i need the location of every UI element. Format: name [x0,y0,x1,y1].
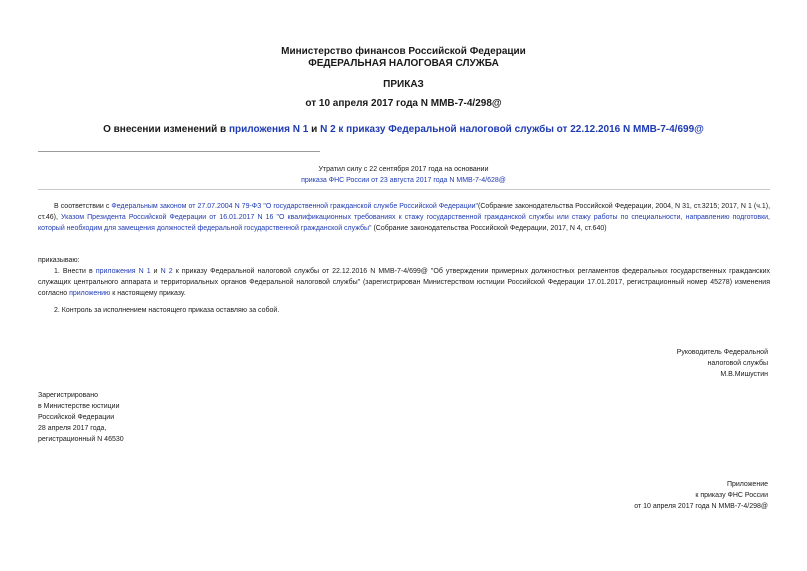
subject-prefix: О внесении изменений в [103,124,229,135]
subject-link-appendix-1[interactable]: приложения N 1 [228,124,309,135]
item-2-paragraph: 2. Контроль за исполнением настоящего приказа оставляю за собой. [54,307,280,314]
item-1-paragraph [38,266,770,299]
preamble-text-3: (Собрание законодательства Российской Федерации, 2017, N 4, ст.640) [371,225,607,232]
item1-text-1: 1. Внести в [54,268,96,275]
item1-text-4: к настоящему приказу. [110,290,186,297]
item1-link-appendix-2[interactable]: N 2 [160,268,173,275]
signature-line-3: М.В.Мишустин [720,371,768,378]
registration-block [38,390,124,445]
appendix-line-1: Приложение [726,481,768,488]
registration-line-3: Российской Федерации [38,414,115,421]
preamble-text-2: (Собрание законодательства Российской Федерации, 2004, N 31, ст.3215; 2017, N 1 (ч.1), ст.46), [38,203,771,221]
lost-force-order-link[interactable]: приказа ФНС России от 23 августа 2017 года N ММВ-7-4/628@ [301,177,506,184]
item1-link-appendix-1[interactable]: приложения N 1 [95,268,151,275]
appendix-line-2: к приказу ФНС России [695,492,768,499]
bottom-divider [38,189,770,190]
president-decree-link[interactable]: Указом Президента Российской Федерации от 16.01.2017 N 16 "О квалификационных требованиях к стажу государственной гражданской службы или стажу работы по специальности, направлению подготовки, который необходим для замещения должностей федеральной государственной гражданской службы" [38,214,770,232]
registration-line-4: 28 апреля 2017 года, [38,425,107,432]
item1-link-appendix[interactable]: приложению [69,290,111,297]
appendix-block [634,479,768,512]
top-divider [38,151,320,152]
subject-link-appendix-2[interactable]: N 2 к приказу Федеральной налоговой службы от 22.12.2016 N ММВ-7-4/699@ [320,124,704,135]
lost-force-line: Утратил силу с 22 сентября 2017 года на основании [318,166,489,173]
document-date: от 10 апреля 2017 года N ММВ-7-4/298@ [305,98,502,109]
order-word: приказываю: [38,257,80,264]
lost-force-link-line [0,175,807,186]
item1-text-3: к приказу Федеральной налоговой службы от 22.12.2016 N ММВ-7-4/699@ "Об утверждении примерных должностных регламентов федеральных государственных гражданских служащих центрального аппарата и территориальных органов Федеральной налоговой службы" (зарегистрирован Министерством юстиции Российской Федерации 17.01.2017, регистрационный номер 45278) изменения согласно [38,268,770,297]
registration-line-2: в Министерстве юстиции [38,403,120,410]
signature-block [677,347,768,380]
appendix-line-3: от 10 апреля 2017 года N ММВ-7-4/298@ [634,503,768,510]
document-subject [0,124,807,135]
service-name: ФЕДЕРАЛЬНАЯ НАЛОГОВАЯ СЛУЖБА [308,58,499,69]
registration-line-1: Зарегистрировано [38,392,98,399]
document-type: ПРИКАЗ [383,79,424,90]
subject-and: и [308,124,321,135]
signature-line-1: Руководитель Федеральной [676,349,768,356]
federal-law-link[interactable]: Федеральным законом от 27.07.2004 N 79-ФЗ "О государственной гражданской службе Российской Федерации" [111,203,479,210]
registration-line-5: регистрационный N 46530 [38,436,124,443]
signature-line-2: налоговой службы [707,360,768,367]
preamble-text-1: В соответствии с [54,203,112,210]
ministry-name: Министерство финансов Российской Федерации [281,46,526,57]
preamble-paragraph [38,201,770,234]
item1-text-2: и [150,268,161,275]
